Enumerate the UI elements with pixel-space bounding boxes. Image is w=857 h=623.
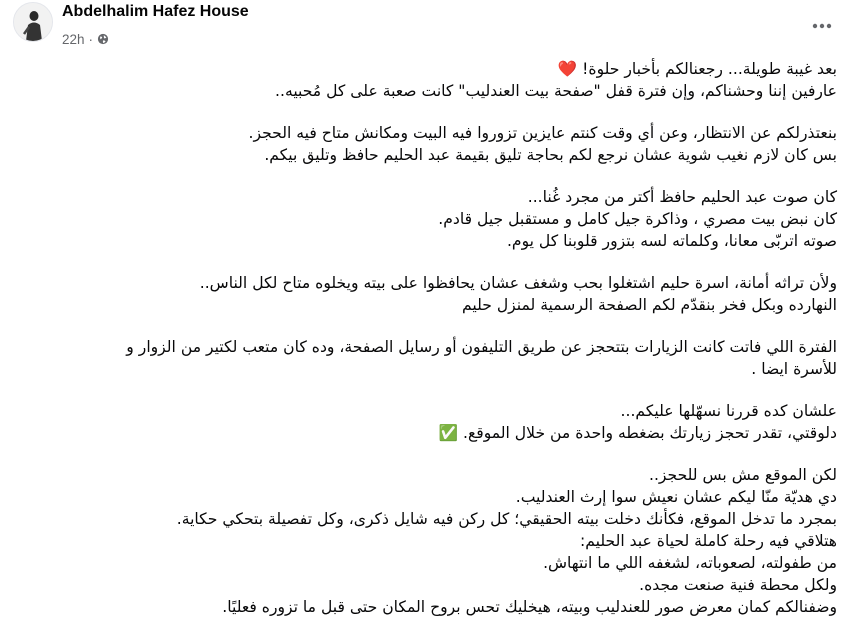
text-line: النهارده وبكل فخر بنقدّم لكم الصفحة الرسمية لمنزل حليم <box>461 296 837 314</box>
paragraph <box>14 464 837 618</box>
profile-avatar[interactable] <box>13 2 53 42</box>
more-options-icon <box>812 23 832 29</box>
post-header <box>0 0 857 56</box>
text-line: كان صوت عبد الحليم حافظ أكتر من مجرد غُنا... <box>527 188 837 206</box>
post-text <box>0 58 857 618</box>
text-line: ولأن تراثه أمانة، اسرة حليم اشتغلوا بحب وشغف عشان يحافظوا على بيته ويخلوه متاح لكل الناس.. <box>199 274 837 292</box>
text-line: لكن الموقع مش بس للحجز.. <box>649 466 837 484</box>
text-line: بنعتذرلكم عن الانتظار، وعن أي وقت كنتم عايزين تزوروا فيه البيت ومكانش متاح فيه الحجز. <box>248 124 837 142</box>
text-line: صوته اتربّى معانا، وكلماته لسه بتزور قلوبنا كل يوم. <box>506 232 837 250</box>
text-line: دي هديّة منّا ليكم عشان نعيش سوا إرث العندليب. <box>515 488 837 506</box>
text-line: هتلاقي فيه رحلة كاملة لحياة عبد الحليم: <box>580 532 837 550</box>
text-line: للأسرة ايضا . <box>751 360 837 378</box>
text-line: بس كان لازم نغيب شوية عشان نرجع لكم بحاجة تليق بقيمة عبد الحليم حافظ وتليق بيكم. <box>264 146 837 164</box>
globe-icon[interactable] <box>97 33 109 45</box>
paragraph <box>14 122 837 166</box>
text-line: دلوقتي، تقدر تحجز زيارتك بضغطه واحدة من خلال الموقع. ✅ <box>438 424 837 442</box>
more-options-button[interactable] <box>806 12 838 40</box>
page-name[interactable]: Abdelhalim Hafez House <box>62 3 249 20</box>
text-line: كان نبض بيت مصري ، وذاكرة جيل كامل و مستقبل جيل قادم. <box>438 210 837 228</box>
paragraph <box>14 336 837 380</box>
paragraph <box>14 186 837 252</box>
text-line: بعد غيبة طويلة... رجعنالكم بأخبار حلوة! ❤️ <box>557 60 837 78</box>
paragraph <box>14 272 837 316</box>
avatar-figure-icon <box>14 3 53 42</box>
post-meta <box>62 30 109 48</box>
text-line: علشان كده قررنا نسهّلها عليكم... <box>620 402 837 420</box>
text-line: ولكل محطة فنية صنعت مجده. <box>639 576 837 594</box>
paragraph <box>14 400 837 444</box>
text-line: وضفنالكم كمان معرض صور للعندليب وبيته، هيخليك تحس بروح المكان حتى قبل ما تزوره فعليًا. <box>222 598 837 616</box>
text-line: بمجرد ما تدخل الموقع، فكأنك دخلت بيته الحقيقي؛ كل ركن فيه شايل ذكرى، وكل تفصيلة بتحكي حكاية. <box>176 510 837 528</box>
text-line: من طفولته، لصعوباته، لشغفه اللي ما انتهاش. <box>543 554 837 572</box>
text-line: عارفين إننا وحشناكم، وإن فترة قفل "صفحة بيت العندليب" كانت صعبة على كل مُحبيه.. <box>275 82 837 100</box>
meta-separator: · <box>88 31 94 47</box>
paragraph <box>14 58 837 102</box>
post-time[interactable]: 22h <box>62 31 85 47</box>
text-line: الفترة اللي فاتت كانت الزيارات بتتحجز عن طريق التليفون أو رسايل الصفحة، وده كان متعب لكتير من الزوار و <box>126 338 837 356</box>
